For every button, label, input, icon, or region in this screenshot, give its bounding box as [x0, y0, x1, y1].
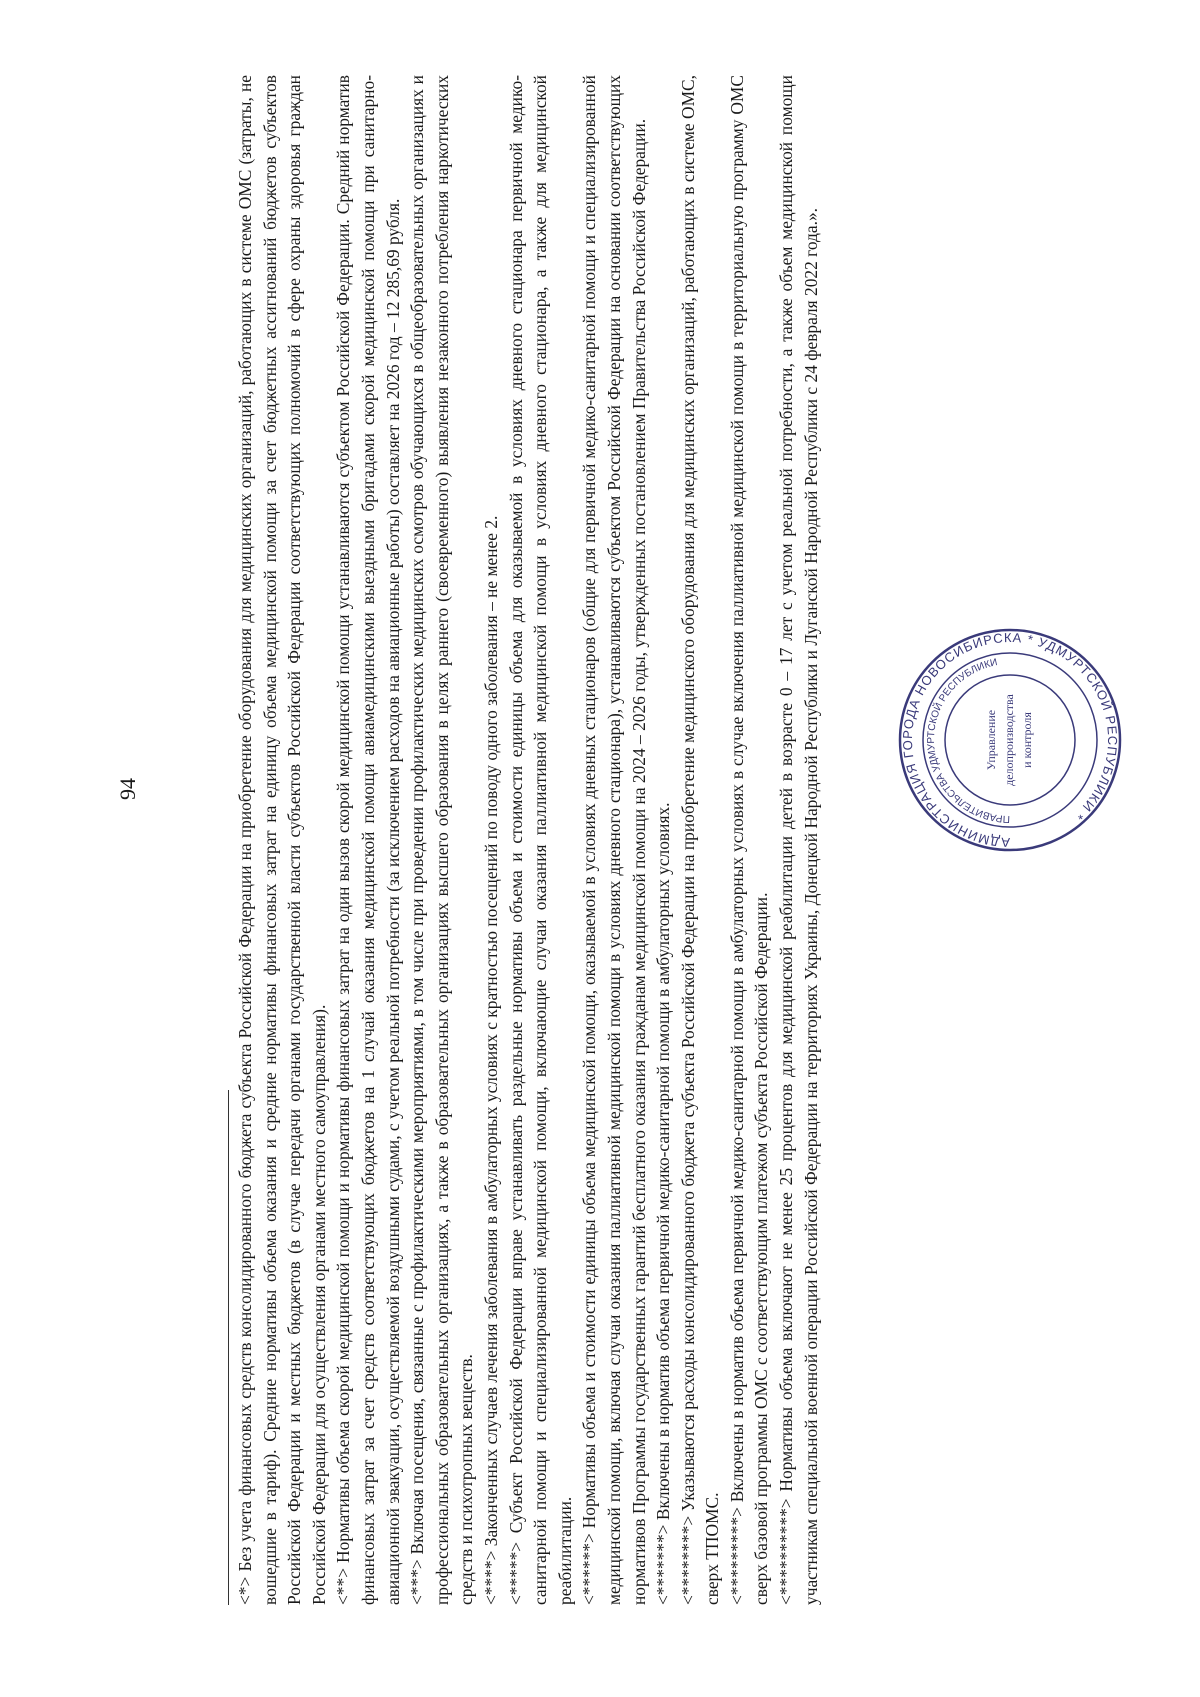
- footnote-10: [774, 75, 823, 1605]
- footnote-marker: <*****>: [505, 1541, 526, 1605]
- footnote-marker: <*>: [235, 1576, 255, 1605]
- footnote-text: Включены в норматив объема первичной медико-санитарной помощи в амбулаторных условиях в случае включения паллиативной медицинской помощи в территориальную программу ОМС сверх базовой программы ОМС с соответствующим платежом субъекта Российской Федерации.: [726, 75, 772, 1605]
- footnote-4: [479, 75, 504, 1605]
- footnote-marker: <****>: [480, 1550, 501, 1605]
- footnote-marker: <**>: [333, 1567, 354, 1605]
- footnote-marker: <**********>: [776, 1498, 797, 1605]
- footnote-8: [676, 75, 725, 1605]
- seal-center-line-3: и контроля: [1020, 712, 1034, 768]
- footnote-1: [233, 75, 331, 1605]
- seal-outer-text: АДМИНИСТРАЦИЯ ГОРОДА НОВОСИБИРСКА * УДМУРТСКОЙ РЕСПУБЛИКИ *: [899, 629, 1121, 851]
- footnote-text: Нормативы объема включают не менее 25 процентов для медицинской реабилитации детей в возрасте 0 – 17 лет с учетом реальной потребности, а также объем медицинской помощи участникам специальной военной операции Российской Федерации на территориях Украины, Донецкой Народной Республики и Луганской Народной Республики с 24 февраля 2022 года.».: [776, 75, 821, 1605]
- footnote-9: [725, 75, 774, 1605]
- footnote-marker: <***>: [407, 1559, 428, 1605]
- official-seal-stamp: [895, 625, 1125, 855]
- footnote-7: [651, 75, 676, 1605]
- footnote-text: Субъект Российской Федерации вправе устанавливать раздельные нормативы объема и стоимости единицы объема для оказываемой в условиях дневного стационара первичной медико-санитарной помощи и специализированной медицинской помощи, включающие случаи оказания паллиативной медицинской помощи в условиях дневного стационара, а также для медицинской реабилитации.: [505, 75, 575, 1605]
- footnote-text: Законченных случаев лечения заболевания в амбулаторных условиях с кратностью посещений по поводу одного заболевания – не менее 2.: [480, 515, 501, 1547]
- seal-inner-text: ПРАВИТЕЛЬСТВА УДМУРТСКОЙ РЕСПУБЛИКИ: [925, 657, 1011, 825]
- footnote-separator-rule: [228, 1090, 229, 1605]
- footnote-6: [577, 75, 651, 1605]
- footnote-text: Включены в норматив объема первичной медико-санитарной помощи в амбулаторных условиях.: [653, 802, 674, 1521]
- footnote-marker: <******>: [579, 1533, 600, 1605]
- footnote-marker: <*******>: [653, 1524, 674, 1605]
- footnote-2: [331, 75, 405, 1605]
- seal-center-line-2: делопроизводства: [1002, 694, 1016, 786]
- footnote-text: Без учета финансовых средств консолидированного бюджета субъекта Российской Федерации на приобретение оборудования для медицинских организаций, работающих в системе ОМС (затраты, не вошедшие в тариф). Средние нормативы объема оказания и средние нормативы финансовых затрат на единицу объема медицинской помощи за счет бюджетных ассигнований бюджетов субъектов Российской Федерации и местных бюджетов (в случае передачи органами государственной власти субъектов Российской Федерации соответствующих полномочий в сфере охраны здоровья граждан Российской Федерации для осуществления органами местного самоуправления).: [235, 75, 329, 1605]
- footnotes-block: [228, 75, 978, 1605]
- footnote-marker: <********>: [677, 1515, 698, 1605]
- page-number: 94: [115, 778, 140, 800]
- footnote-3: [405, 75, 479, 1605]
- footnote-marker: <*********>: [726, 1507, 747, 1605]
- footnote-text: Нормативы объема скорой медицинской помощи и нормативы финансовых затрат на один вызов скорой медицинской помощи устанавливаются субъектом Российской Федерации. Средний норматив финансовых затрат за счет средств соответствующих бюджетов на 1 случай оказания медицинской помощи авиамедицинскими выездными бригадами скорой медицинской помощи при санитарно-авиационной эвакуации, осуществляемой воздушными судами, с учетом реальной потребности (за исключением расходов на авиационные работы) составляет на 2026 год – 12 285,69 рубля.: [333, 75, 403, 1605]
- seal-center-line-1: Управление: [984, 709, 998, 771]
- footnote-5: [504, 75, 578, 1605]
- footnote-text: Включая посещения, связанные с профилактическими мероприятиями, в том числе при проведении профилактических медицинских осмотров обучающихся в общеобразовательных организациях и профессиональных образовательных организациях, а также в образовательных организациях высшего образования в целях раннего (своевременного) выявления незаконного потребления наркотических средств и психотропных веществ.: [407, 75, 477, 1605]
- footnote-text: Нормативы объема и стоимости единицы объема медицинской помощи, оказываемой в условиях дневных стационаров (общие для первичной медико-санитарной помощи и специализированной медицинской помощи, включая случаи оказания паллиативной медицинской помощи в условиях дневного стационара), устанавливаются субъектом Российской Федерации на основании соответствующих нормативов Программы государственных гарантий бесплатного оказания гражданам медицинской помощи на 2024 – 2026 годы, утвержденных постановлением Правительства Российской Федерации.: [579, 75, 649, 1605]
- footnote-text: Указываются расходы консолидированного бюджета субъекта Российской Федерации на приобретение медицинского оборудования для медицинских организаций, работающих в системе ОМС, сверх ТПОМС.: [677, 75, 723, 1605]
